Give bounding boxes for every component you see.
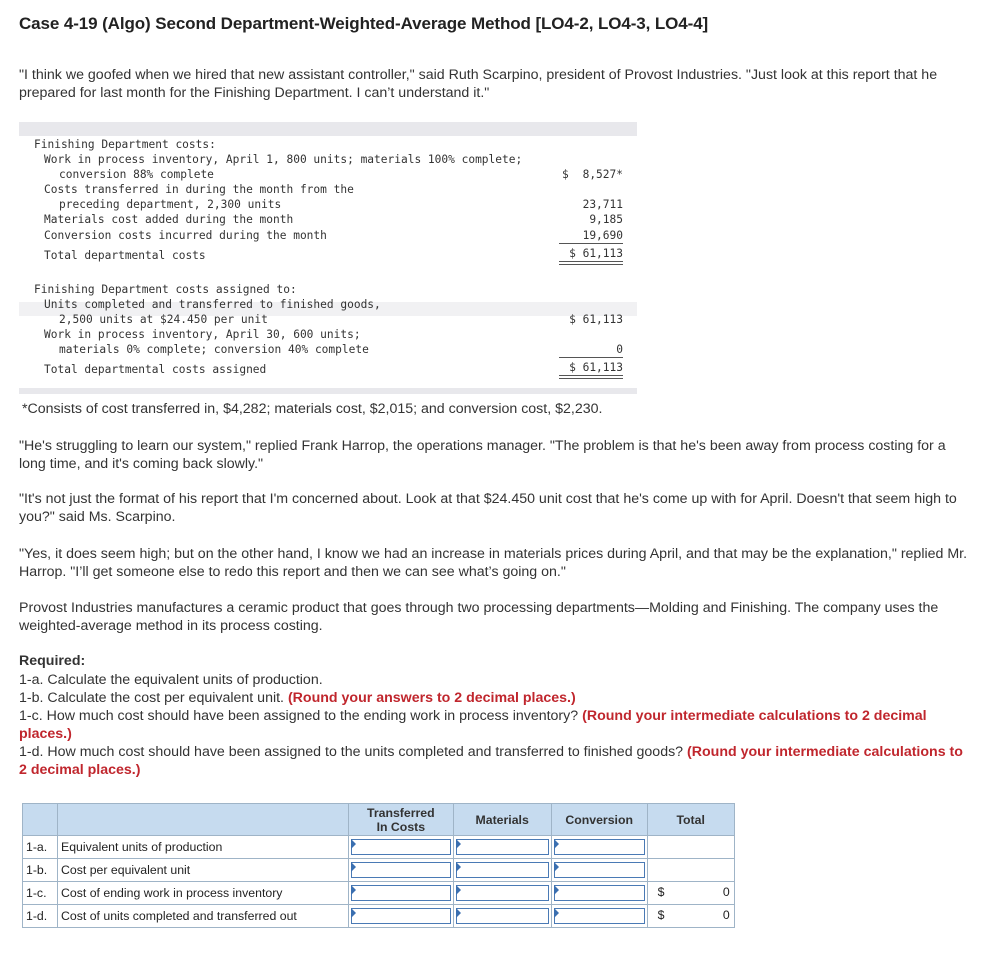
- row-code: 1-b.: [23, 859, 58, 882]
- assigned-total-value: $ 61,113: [569, 361, 623, 374]
- table-row: [23, 836, 735, 859]
- report-footer-band: [19, 388, 637, 394]
- completed-line1: Units completed and transferred to finished goods,: [44, 298, 381, 311]
- transferred-line1: Costs transferred in during the month from the: [44, 183, 354, 196]
- wip-begin-line2: conversion 88% complete: [59, 168, 214, 181]
- answer-table: [22, 803, 735, 928]
- assigned-total-label: Total departmental costs assigned: [44, 363, 267, 376]
- total-currency: $: [657, 885, 665, 899]
- row-code: 1-c.: [23, 882, 58, 905]
- header-materials: Materials: [453, 804, 551, 836]
- paragraph-company: Provost Industries manufactures a ceramic product that goes through two processing departments—Molding and Finishing. The company uses the weighted-average method in its process costing.: [19, 600, 939, 634]
- completed-total: [647, 905, 734, 928]
- intro-paragraph: "I think we goofed when we hired that new assistant controller," said Ruth Scarpino, president of Provost Industries. "Just look at this report that he prepared for last month for the Finishing Department. I can’t understand it.": [19, 67, 938, 101]
- completed-transferred-in-input[interactable]: [351, 908, 451, 924]
- row-label: Cost per equivalent unit: [58, 859, 349, 882]
- report-footnote: *Consists of cost transferred in, $4,282; materials cost, $2,015; and conversion cost, $2,230.: [22, 401, 603, 417]
- requirement-1c-note: (Round your intermediate calculations to 2 decimal places.): [19, 708, 927, 742]
- row-label: Cost of ending work in process inventory: [58, 882, 349, 905]
- wip-begin-line1: Work in process inventory, April 1, 800 units; materials 100% complete;: [44, 153, 523, 166]
- wip-end-line1: Work in process inventory, April 30, 600 units;: [44, 328, 361, 341]
- requirement-1b: 1-b. Calculate the cost per equivalent unit. (Round your answers to 2 decimal places.): [19, 690, 576, 706]
- required-heading: Required:: [19, 653, 86, 669]
- answer-table-header: [23, 804, 735, 836]
- assigned-total-double-rule: [559, 375, 623, 379]
- requirement-1b-note: (Round your answers to 2 decimal places.): [287, 690, 576, 706]
- row-label: Cost of units completed and transferred out: [58, 905, 349, 928]
- materials-value: 9,185: [589, 213, 623, 226]
- total-value: 0: [722, 908, 730, 922]
- row-code: 1-a.: [23, 836, 58, 859]
- row-label: Equivalent units of production: [58, 836, 349, 859]
- header-conversion: Conversion: [551, 804, 647, 836]
- ending-wip-total: [647, 882, 734, 905]
- requirement-1a: 1-a. Calculate the equivalent units of production.: [19, 672, 323, 688]
- requirement-1d: 1-d. How much cost should have been assigned to the units completed and transferred to finished goods? (Round your intermediate calculations to 2 decimal places.): [19, 744, 963, 778]
- transferred-value: 23,711: [582, 198, 623, 211]
- wip-begin-value: 8,527*: [582, 168, 623, 181]
- required-list: [19, 671, 969, 779]
- total-cell: [647, 859, 734, 882]
- table-row: [23, 882, 735, 905]
- paragraph-harrop-reply: "Yes, it does seem high; but on the other hand, I know we had an increase in materials prices during April, and that may be the explanation," replied Mr. Harrop. "I’ll get someone else to redo this report and then we can see what’s going on.": [19, 546, 968, 580]
- total-currency: $: [657, 908, 665, 922]
- requirement-1c: 1-c. How much cost should have been assigned to the ending work in process inventory? (Round your intermediate calculations to 2 decimal places.): [19, 708, 927, 742]
- page-title: Case 4-19 (Algo) Second Department-Weighted-Average Method [LO4-2, LO4-3, LO4-4]: [19, 14, 709, 33]
- report-header-band: [19, 122, 637, 136]
- row-code: 1-d.: [23, 905, 58, 928]
- paragraph-scarpino: "It's not just the format of his report that I'm concerned about. Look at that $24.450 unit cost that he's come up with for April. Doesn't that seem high to you?" said Ms. Scarpino.: [19, 491, 957, 525]
- ending-wip-transferred-in-input[interactable]: [351, 885, 451, 901]
- wip-begin-dollar: $: [562, 168, 569, 181]
- wip-end-line2: materials 0% complete; conversion 40% complete: [59, 343, 369, 356]
- wip-end-value: 0: [616, 343, 623, 356]
- materials-label: Materials cost added during the month: [44, 213, 294, 226]
- completed-line2: 2,500 units at $24.450 per unit: [59, 313, 268, 326]
- total-value: 0: [722, 885, 730, 899]
- ending-wip-conversion-input[interactable]: [554, 885, 645, 901]
- requirement-1d-note: (Round your intermediate calculations to 2 decimal places.): [19, 744, 963, 778]
- costs-heading: Finishing Department costs:: [34, 138, 216, 151]
- assigned-heading: Finishing Department costs assigned to:: [34, 283, 297, 296]
- header-transferred-in: Transferred In Costs: [349, 804, 454, 836]
- cpeu-materials-input[interactable]: [456, 862, 549, 878]
- eu-conversion-input[interactable]: [554, 839, 645, 855]
- cpeu-transferred-in-input[interactable]: [351, 862, 451, 878]
- eu-materials-input[interactable]: [456, 839, 549, 855]
- completed-value: $ 61,113: [569, 313, 623, 326]
- table-row: [23, 905, 735, 928]
- ending-wip-materials-input[interactable]: [456, 885, 549, 901]
- header-blank: [58, 804, 349, 836]
- conversion-label: Conversion costs incurred during the month: [44, 229, 327, 242]
- eu-transferred-in-input[interactable]: [351, 839, 451, 855]
- header-total: Total: [647, 804, 734, 836]
- total-costs-label: Total departmental costs: [44, 249, 206, 262]
- cpeu-conversion-input[interactable]: [554, 862, 645, 878]
- total-costs-value: $ 61,113: [569, 247, 623, 260]
- transferred-line2: preceding department, 2,300 units: [59, 198, 282, 211]
- conversion-value: 19,690: [582, 229, 623, 242]
- completed-materials-input[interactable]: [456, 908, 549, 924]
- completed-conversion-input[interactable]: [554, 908, 645, 924]
- finishing-department-report: [19, 122, 637, 394]
- header-blank: [23, 804, 58, 836]
- total-double-rule: [559, 261, 623, 265]
- table-row: [23, 859, 735, 882]
- assigned-subtotal-rule: [559, 357, 623, 358]
- total-cell: [647, 836, 734, 859]
- subtotal-rule: [559, 243, 623, 244]
- paragraph-harrop: "He's struggling to learn our system," replied Frank Harrop, the operations manager. "The problem is that he's been away from process costing for a long time, and it's coming back slowly.": [19, 438, 946, 472]
